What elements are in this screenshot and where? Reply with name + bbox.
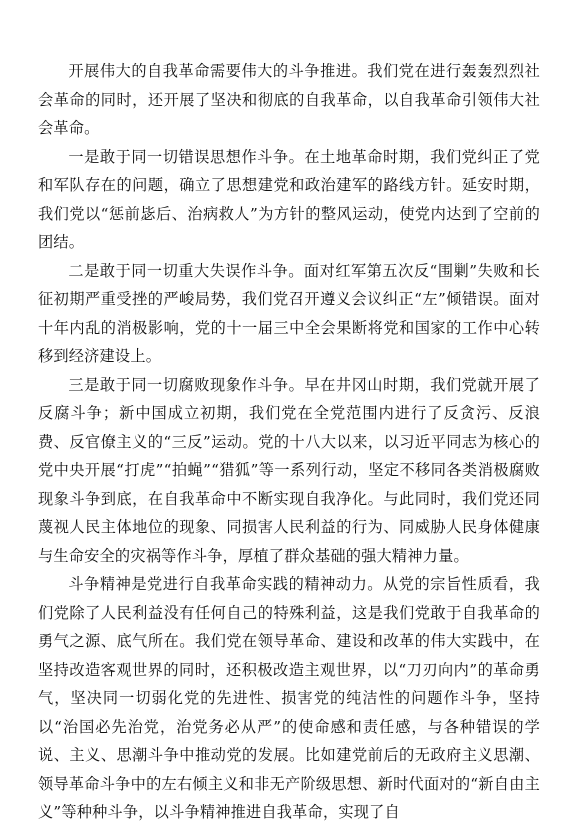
- paragraph-second-point: 二是敢于同一切重大失误作斗争。面对红军第五次反“围剿”失败和长征初期严重受挫的严峻局势，我们党召开遵义会议纠正“左”倾错误。面对十年内乱的消极影响，党的十一届三中全会果断将党和国家的工作中心转移到经济建设上。: [38, 261, 540, 365]
- paragraph-intro: 开展伟大的自我革命需要伟大的斗争推进。我们党在进行轰轰烈烈社会革命的同时，还开展了坚决和彻底的自我革命，以自我革命引领伟大社会革命。: [38, 62, 540, 137]
- paragraph-struggle-spirit: 斗争精神是党进行自我革命实践的精神动力。从党的宗旨性质看，我们党除了人民利益没有任何自己的特殊利益，这是我们党敢于自我革命的勇气之源、底气所在。我们党在领导革命、建设和改革的伟大实践中，在坚持改造客观世界的同时，还积极改造主观世界，以“刀刃向内”的革命勇气，坚决同一切弱化党的先进性、损害党的纯洁性的问题作斗争，坚持以“治国必先治党，治党务必从严”的使命感和责任感，与各种错误的学说、主义、思潮斗争中推动党的发展。比如建党前后的无政府主义思潮、领导革命斗争中的左右倾主义和非无产阶级思想、新时代面对的“新自由主义”等种种斗争，以斗争精神推进自我革命，实现了自: [38, 575, 540, 821]
- paragraph-third-point: 三是敢于同一切腐败现象作斗争。早在井冈山时期，我们党就开展了反腐斗争；新中国成立初期，我们党在全党范围内进行了反贪污、反浪费、反官僚主义的“三反”运动。党的十八大以来，以习近平同志为核心的党中央开展“打虎”“拍蝇”“猎狐”等一系列行动，坚定不移同各类消极腐败现象斗争到底，在自我革命中不断实现自我净化。与此同时，我们党还同蔑视人民主体地位的现象、同损害人民利益的行为、同威胁人民身体健康与生命安全的灾祸等作斗争，厚植了群众基础的强大精神力量。: [38, 375, 540, 565]
- paragraph-first-point: 一是敢于同一切错误思想作斗争。在土地革命时期，我们党纠正了党和军队存在的问题，确立了思想建党和政治建军的路线方针。延安时期，我们党以“惩前毖后、治病救人”为方针的整风运动，使党内达到了空前的团结。: [38, 147, 540, 251]
